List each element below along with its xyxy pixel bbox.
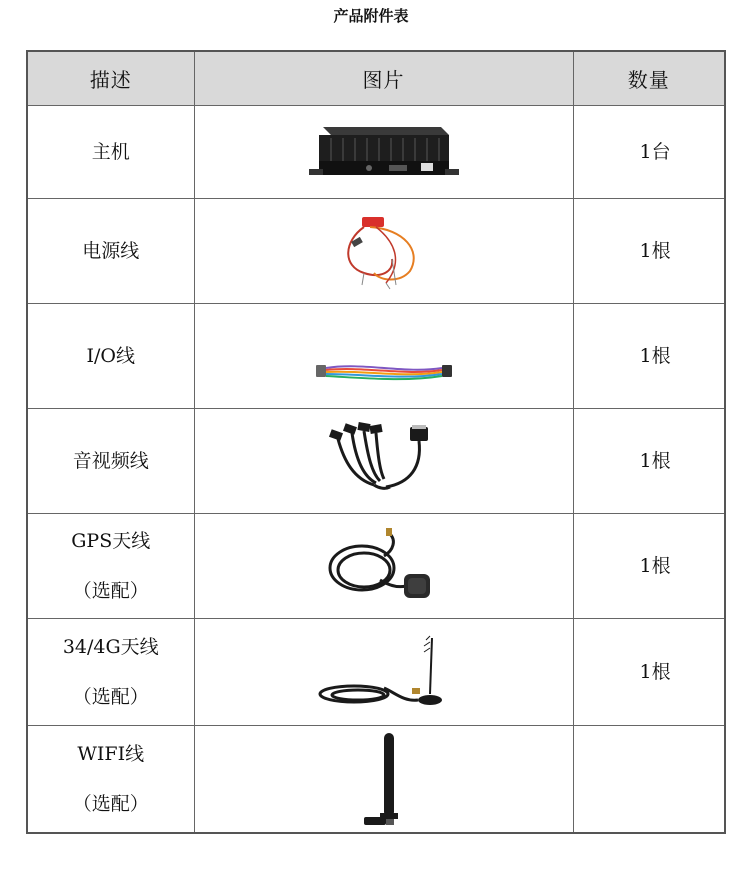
desc-text: WIFI线	[77, 743, 145, 765]
picture-cell	[194, 304, 573, 409]
table-row	[27, 514, 725, 619]
desc-cell	[27, 106, 194, 199]
accessories-table	[26, 50, 726, 834]
table-row	[27, 106, 725, 199]
qty-cell	[573, 726, 725, 834]
dvr-host-unit-icon	[309, 117, 459, 187]
header-desc: 描述	[27, 51, 194, 106]
qty-cell: 1根	[573, 304, 725, 409]
header-qty: 数量	[573, 51, 725, 106]
desc-text: 电源线	[82, 240, 140, 262]
io-cable-icon	[314, 356, 454, 386]
table-row	[27, 199, 725, 304]
qty-cell: 1根	[573, 619, 725, 726]
table-row	[27, 409, 725, 514]
desc-cell	[27, 726, 194, 834]
picture-cell	[194, 619, 573, 726]
picture-cell	[194, 199, 573, 304]
audio-video-cable-icon	[324, 421, 444, 501]
desc-cell	[27, 199, 194, 304]
qty-cell: 1根	[573, 199, 725, 304]
table-row	[27, 619, 725, 726]
desc-note: （选配）	[72, 686, 149, 708]
header-row	[27, 51, 725, 106]
desc-cell	[27, 409, 194, 514]
power-cable-icon	[334, 211, 434, 291]
header-picture: 图片	[194, 51, 573, 106]
qty-cell: 1根	[573, 514, 725, 619]
desc-text: I/O线	[86, 345, 135, 367]
qty-cell: 1台	[573, 106, 725, 199]
qty-cell: 1根	[573, 409, 725, 514]
desc-cell	[27, 304, 194, 409]
picture-cell	[194, 106, 573, 199]
desc-note: （选配）	[72, 793, 149, 815]
desc-note: （选配）	[72, 580, 149, 602]
table-title: 产品附件表	[333, 7, 409, 25]
table-row	[27, 726, 725, 834]
desc-cell	[27, 514, 194, 619]
table-row	[27, 304, 725, 409]
desc-text: GPS天线	[71, 530, 151, 552]
desc-cell	[27, 619, 194, 726]
desc-text: 主机	[91, 141, 130, 163]
picture-cell	[194, 726, 573, 834]
gps-antenna-icon	[324, 526, 444, 606]
picture-cell	[194, 409, 573, 514]
4g-antenna-icon	[314, 632, 454, 712]
picture-cell	[194, 514, 573, 619]
desc-text: 34/4G天线	[62, 636, 159, 658]
desc-text: 音视频线	[72, 450, 149, 472]
wifi-antenna-icon	[354, 729, 414, 829]
